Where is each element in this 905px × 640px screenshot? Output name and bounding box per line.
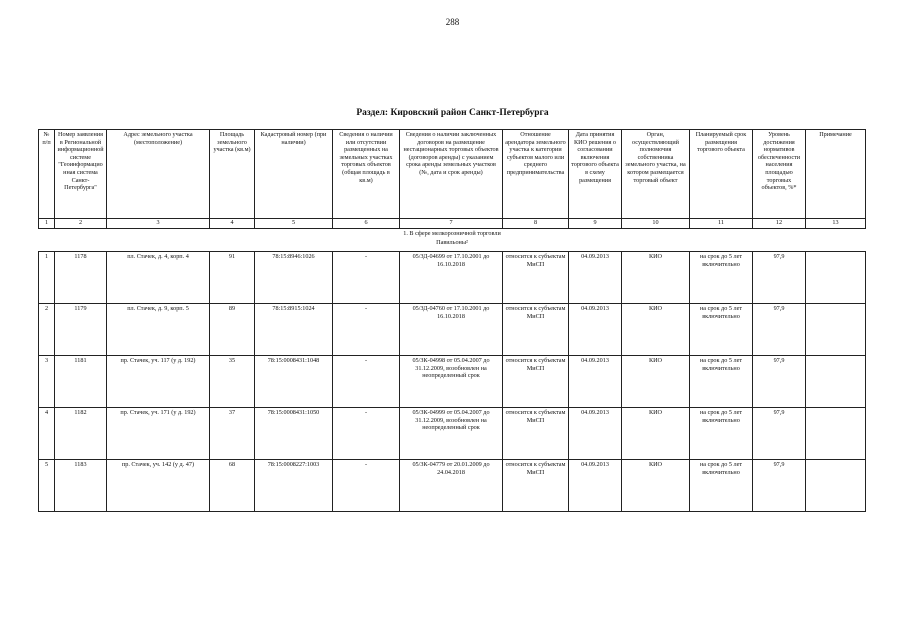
cell-application: 1183 — [55, 460, 107, 512]
cell-area: 91 — [210, 252, 255, 304]
col-number: 6 — [333, 219, 400, 229]
col-header-application: Номер заявления в Региональной информационной системе "Геоинформационная система Санкт-Петербурга" — [55, 130, 107, 219]
col-number: 4 — [210, 219, 255, 229]
col-header-area: Площадь земельного участка (кв.м) — [210, 130, 255, 219]
cell-term: на срок до 5 лет включительно — [690, 356, 753, 408]
col-number: 5 — [255, 219, 333, 229]
subheading-pavilions: Павильоны² — [436, 239, 468, 246]
cell-address: пл. Стачек, д. 9, корп. 5 — [107, 304, 210, 356]
cell-cadastral: 78:15:0008431:1050 — [255, 408, 333, 460]
cell-objects: - — [333, 252, 400, 304]
cell-address: пр. Стачек, уч. 142 (у д. 47) — [107, 460, 210, 512]
col-number: 2 — [55, 219, 107, 229]
cell-date: 04.09.2013 — [569, 408, 622, 460]
col-number: 1 — [39, 219, 55, 229]
col-header-note: Примечание — [806, 130, 866, 219]
col-header-authority: Орган, осуществляющий полномочия собственника земельного участка, на котором размещается торговый объект — [622, 130, 690, 219]
cell-application: 1178 — [55, 252, 107, 304]
cell-term: на срок до 5 лет включительно — [690, 252, 753, 304]
table-row — [39, 252, 866, 304]
col-number: 9 — [569, 219, 622, 229]
cell-term: на срок до 5 лет включительно — [690, 408, 753, 460]
cell-contract: 05/ЗК-04999 от 05.04.2007 до 31.12.2009, возобновлен на неопределенный срок — [400, 408, 503, 460]
cell-note — [806, 356, 866, 408]
cell-date: 04.09.2013 — [569, 356, 622, 408]
cell-cadastral: 78:15:0008227:1003 — [255, 460, 333, 512]
cell-note — [806, 408, 866, 460]
cell-area: 37 — [210, 408, 255, 460]
col-number: 3 — [107, 219, 210, 229]
cell-level: 97,9 — [753, 460, 806, 512]
col-header-date: Дата принятия КИО решения о согласовании включения торгового объекта в схему размещения — [569, 130, 622, 219]
col-number: 10 — [622, 219, 690, 229]
cell-objects: - — [333, 356, 400, 408]
cell-contract: 05/ЗД-04760 от 17.10.2001 до 16.10.2018 — [400, 304, 503, 356]
cell-contract: 05/ЗД-04699 от 17.10.2001 до 16.10.2018 — [400, 252, 503, 304]
header-row — [39, 130, 866, 219]
col-header-objects: Сведения о наличии или отсутствии размещенных на земельных участках торговых объектов (общая площадь в кв.м) — [333, 130, 400, 219]
cell-authority: КИО — [622, 356, 690, 408]
cell-number: 3 — [39, 356, 55, 408]
cell-application: 1181 — [55, 356, 107, 408]
cell-term: на срок до 5 лет включительно — [690, 460, 753, 512]
col-number: 8 — [503, 219, 569, 229]
cell-area: 35 — [210, 356, 255, 408]
cell-contract: 05/ЗК-04779 от 20.01.2009 до 24.04.2018 — [400, 460, 503, 512]
cell-level: 97,9 — [753, 304, 806, 356]
cell-address: пр. Стачек, уч. 171 (у д. 192) — [107, 408, 210, 460]
register-table — [38, 129, 866, 512]
col-header-number: № п/п — [39, 130, 55, 219]
cell-level: 97,9 — [753, 252, 806, 304]
column-numbers-row — [39, 219, 866, 229]
cell-cadastral: 78:15:8946:1026 — [255, 252, 333, 304]
cell-objects: - — [333, 408, 400, 460]
cell-term: на срок до 5 лет включительно — [690, 304, 753, 356]
cell-smb: относится к субъектам МиСП — [503, 460, 569, 512]
table-row — [39, 408, 866, 460]
table-row — [39, 304, 866, 356]
cell-number: 5 — [39, 460, 55, 512]
cell-authority: КИО — [622, 460, 690, 512]
cell-smb: относится к субъектам МиСП — [503, 304, 569, 356]
col-number: 7 — [400, 219, 503, 229]
subheading-row — [39, 238, 866, 247]
page-number: 288 — [445, 17, 460, 27]
col-header-contract: Сведения о наличии заключенных договоров на размещение нестационарных торговых объектов (договоров аренды) с указанием срока аренды земельных участков (№, дата и срок аренды) — [400, 130, 503, 219]
col-header-level: Уровень достижения нормативов обеспеченности населения площадью торговых объектов, %* — [753, 130, 806, 219]
cell-address: пл. Стачек, д. 4, корп. 4 — [107, 252, 210, 304]
cell-authority: КИО — [622, 304, 690, 356]
cell-smb: относится к субъектам МиСП — [503, 408, 569, 460]
col-number: 12 — [753, 219, 806, 229]
cell-authority: КИО — [622, 252, 690, 304]
cell-level: 97,9 — [753, 408, 806, 460]
cell-objects: - — [333, 460, 400, 512]
cell-contract: 05/ЗК-04998 от 05.04.2007 до 31.12.2009, возобновлен на неопределенный срок — [400, 356, 503, 408]
cell-area: 68 — [210, 460, 255, 512]
cell-number: 4 — [39, 408, 55, 460]
col-header-smb: Отношение арендатора земельного участка к категории субъектов малого или среднего предпринимательства — [503, 130, 569, 219]
cell-smb: относится к субъектам МиСП — [503, 252, 569, 304]
cell-authority: КИО — [622, 408, 690, 460]
col-number: 11 — [690, 219, 753, 229]
cell-area: 89 — [210, 304, 255, 356]
cell-number: 1 — [39, 252, 55, 304]
cell-address: пр. Стачек, уч. 117 (у д. 192) — [107, 356, 210, 408]
subheading-trade: 1. В сфере мелкорозничной торговли — [39, 229, 866, 239]
cell-level: 97,9 — [753, 356, 806, 408]
cell-objects: - — [333, 304, 400, 356]
col-header-address: Адрес земельного участка (местоположение) — [107, 130, 210, 219]
cell-application: 1179 — [55, 304, 107, 356]
col-header-cadastral: Кадастровый номер (при наличии) — [255, 130, 333, 219]
table-row — [39, 356, 866, 408]
cell-date: 04.09.2013 — [569, 304, 622, 356]
cell-note — [806, 304, 866, 356]
table-row — [39, 460, 866, 512]
col-header-term: Планируемый срок размещения торгового объекта — [690, 130, 753, 219]
cell-date: 04.09.2013 — [569, 460, 622, 512]
cell-note — [806, 252, 866, 304]
cell-application: 1182 — [55, 408, 107, 460]
cell-smb: относится к субъектам МиСП — [503, 356, 569, 408]
cell-number: 2 — [39, 304, 55, 356]
cell-cadastral: 78:15:0008431:1048 — [255, 356, 333, 408]
section-title: Раздел: Кировский район Санкт-Петербурга — [356, 108, 549, 118]
subheading-row — [39, 229, 866, 239]
cell-cadastral: 78:15:8915:1024 — [255, 304, 333, 356]
cell-note — [806, 460, 866, 512]
cell-date: 04.09.2013 — [569, 252, 622, 304]
col-number: 13 — [806, 219, 866, 229]
